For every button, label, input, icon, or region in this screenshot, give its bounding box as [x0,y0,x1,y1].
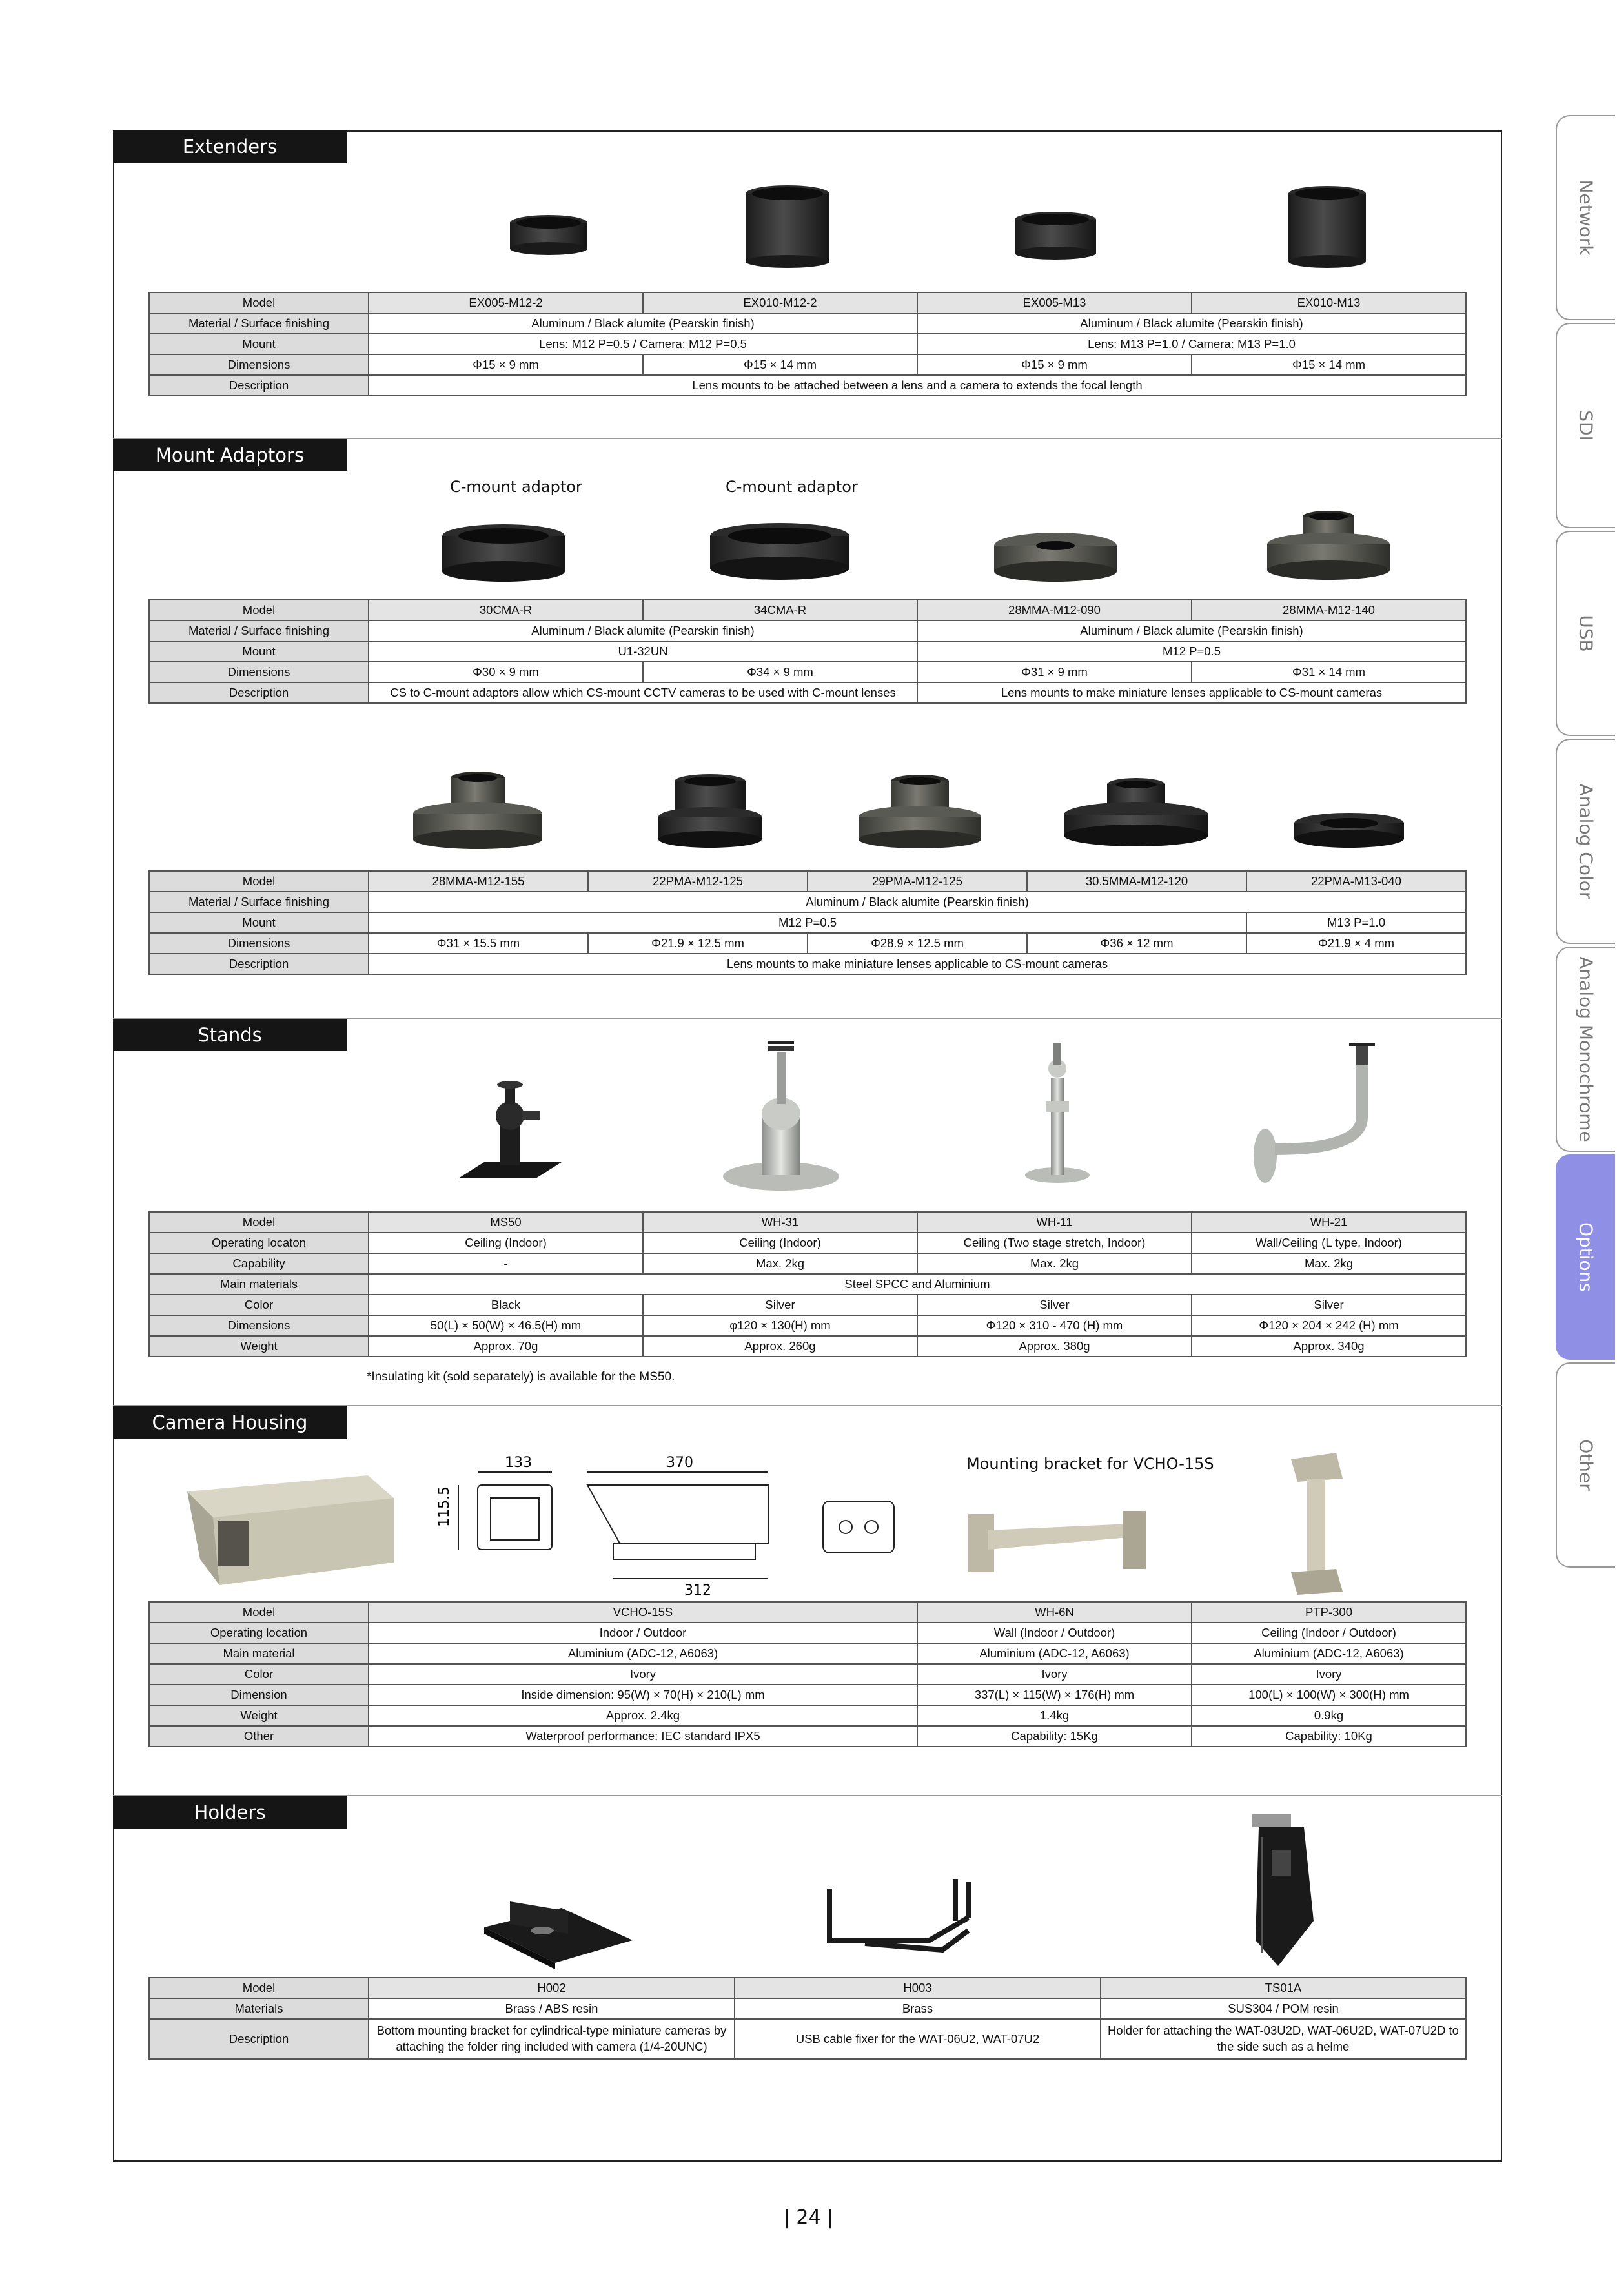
cell: Φ28.9 × 12.5 mm [808,933,1027,954]
cell: Φ120 × 310 - 470 (H) mm [917,1315,1192,1336]
row-label: Weight [149,1705,369,1726]
cell: 1.4kg [917,1705,1192,1726]
tab-label: Network [1575,179,1597,256]
housing-vcho-15s-photo [187,1475,394,1585]
cell: Wall (Indoor / Outdoor) [917,1623,1192,1643]
row-label: Model [149,871,369,892]
holder-h002 [484,1901,633,1969]
stand-product-images [420,1040,1452,1201]
mount-adaptors-spec-table-2 [148,870,1467,975]
cell: Ceiling (Indoor) [643,1233,917,1253]
adaptor-34cma-r [710,523,849,580]
row-label: Other [149,1726,369,1747]
table-row [149,1233,1466,1253]
cell: VCHO-15S [369,1602,917,1623]
table-row [149,1315,1466,1336]
tab-other[interactable] [1556,1362,1615,1568]
row-label: Capability [149,1253,369,1274]
cell: 28MMA-M12-155 [369,871,588,892]
row-label: Operating location [149,1623,369,1643]
table-row [149,871,1466,892]
cell: Silver [643,1295,917,1315]
cell: Lens: M13 P=1.0 / Camera: M13 P=1.0 [917,334,1466,354]
tab-label: Analog Monochrome [1575,956,1597,1142]
cell: Aluminum / Black alumite (Pearskin finish) [917,313,1466,334]
caption-mounting-bracket: Mounting bracket for VCHO-15S [966,1455,1214,1473]
cell: Φ30 × 9 mm [369,662,643,682]
holder-ts01a [1252,1814,1314,1966]
dim-width: 133 [505,1455,532,1471]
cell: Φ36 × 12 mm [1027,933,1246,954]
adaptor-22pma-m13-040 [1294,813,1404,848]
cell: φ120 × 130(H) mm [643,1315,917,1336]
cell: 100(L) × 100(W) × 300(H) mm [1192,1685,1466,1705]
table-row [149,292,1466,313]
cell: Φ120 × 204 × 242 (H) mm [1192,1315,1466,1336]
table-row [149,1726,1466,1747]
cell: H003 [735,1978,1101,1998]
cell: 34CMA-R [643,600,917,620]
row-label: Model [149,600,369,620]
cell: Ivory [917,1664,1192,1685]
cell: 337(L) × 115(W) × 176(H) mm [917,1685,1192,1705]
row-label: Dimensions [149,354,369,375]
table-row [149,1978,1466,1998]
table-row [149,1212,1466,1233]
cell: 0.9kg [1192,1705,1466,1726]
cell: Approx. 2.4kg [369,1705,917,1726]
adaptor-product-images-row1 [420,507,1420,591]
table-row [149,933,1466,954]
cell: Steel SPCC and Aluminium [369,1274,1466,1295]
cell: 50(L) × 50(W) × 46.5(H) mm [369,1315,643,1336]
cell: M13 P=1.0 [1246,912,1466,933]
cell: 22PMA-M12-125 [588,871,808,892]
cell: WH-31 [643,1212,917,1233]
table-row [149,334,1466,354]
cell: USB cable fixer for the WAT-06U2, WAT-07U2 [735,2019,1101,2059]
cell: Aluminum / Black alumite (Pearskin finish) [917,620,1466,641]
cell: Aluminum / Black alumite (Pearskin finish) [369,892,1466,912]
adaptor-28mma-m12-140 [1267,511,1390,580]
row-label: Dimensions [149,1315,369,1336]
row-label: Main material [149,1643,369,1664]
cell: 30CMA-R [369,600,643,620]
cell: Ceiling (Indoor) [369,1233,643,1253]
cell: Approx. 380g [917,1336,1192,1357]
row-label: Material / Surface finishing [149,313,369,334]
housing-rear-drawing [823,1501,894,1553]
table-row [149,375,1466,396]
cell: Silver [917,1295,1192,1315]
tab-sdi[interactable] [1556,323,1615,528]
cell: 29PMA-M12-125 [808,871,1027,892]
table-row [149,354,1466,375]
cell: Brass / ABS resin [369,1998,735,2019]
extender-ex010-m12-2 [746,185,829,268]
adaptor-22pma-m12-125 [658,774,762,848]
cell: Φ15 × 9 mm [369,354,643,375]
cell: M12 P=0.5 [917,641,1466,662]
row-label: Dimensions [149,933,369,954]
cell: U1-32UN [369,641,917,662]
holder-product-images [452,1811,1388,1973]
cell: Lens: M12 P=0.5 / Camera: M12 P=0.5 [369,334,917,354]
tab-options[interactable] [1556,1154,1615,1360]
row-label: Model [149,292,369,313]
row-label: Mount [149,641,369,662]
cell: Max. 2kg [917,1253,1192,1274]
cell: M12 P=0.5 [369,912,1246,933]
row-label: Color [149,1295,369,1315]
cell: Ceiling (Indoor / Outdoor) [1192,1623,1466,1643]
stand-wh-21 [1254,1043,1375,1183]
stand-ms50 [458,1081,562,1178]
cell: 30.5MMA-M12-120 [1027,871,1246,892]
table-row [149,662,1466,682]
caption-c-mount-adaptor: C-mount adaptor [450,478,582,496]
tab-network[interactable] [1556,115,1615,320]
cell: TS01A [1101,1978,1466,1998]
cell: Lens mounts to be attached between a lens and a camera to extends the focal length [369,375,1466,396]
extender-ex010-m13 [1288,186,1366,268]
section-title-mount-adaptors: Mount Adaptors [113,439,347,471]
cell: Aluminum / Black alumite (Pearskin finish) [369,620,917,641]
row-label: Operating locaton [149,1233,369,1253]
table-row [149,2019,1466,2059]
cell: Ceiling (Two stage stretch, Indoor) [917,1233,1192,1253]
table-row [149,912,1466,933]
cell: Bottom mounting bracket for cylindrical-type miniature cameras by attaching the folder ring included with camera (1/4-20UNC) [369,2019,735,2059]
cell: EX010-M12-2 [643,292,917,313]
extender-product-images [452,181,1420,284]
section-title-holders: Holders [113,1796,347,1829]
holder-h003 [829,1879,968,1950]
cell: Approx. 340g [1192,1336,1466,1357]
cell: Wall/Ceiling (L type, Indoor) [1192,1233,1466,1253]
cell: Φ31 × 15.5 mm [369,933,588,954]
table-row [149,1705,1466,1726]
table-row [149,1253,1466,1274]
table-row [149,641,1466,662]
cell: Lens mounts to make miniature lenses applicable to CS-mount cameras [369,954,1466,974]
table-row [149,1623,1466,1643]
table-row [149,954,1466,974]
extenders-spec-table [148,292,1467,396]
cell: 22PMA-M13-040 [1246,871,1466,892]
row-label: Description [149,2019,369,2059]
mount-adaptors-spec-table-1 [148,599,1467,704]
cell: Φ15 × 14 mm [1192,354,1466,375]
extender-ex005-m12-2 [510,215,587,255]
holders-spec-table [148,1977,1467,2060]
table-row [149,1336,1466,1357]
row-label: Dimension [149,1685,369,1705]
cell: Brass [735,1998,1101,2019]
stands-footnote: *Insulating kit (sold separately) is available for the MS50. [367,1370,675,1384]
dim-height: 115.5 [436,1486,453,1527]
tab-label: SDI [1575,410,1597,441]
cell: Φ15 × 9 mm [917,354,1192,375]
cell: Waterproof performance: IEC standard IPX5 [369,1726,917,1747]
cell: Lens mounts to make miniature lenses applicable to CS-mount cameras [917,682,1466,703]
cell: EX010-M13 [1192,292,1466,313]
section-title-stands: Stands [113,1019,347,1051]
row-label: Model [149,1212,369,1233]
row-label: Dimensions [149,662,369,682]
row-label: Description [149,682,369,703]
section-title-camera-housing: Camera Housing [113,1406,347,1439]
row-label: Materials [149,1998,369,2019]
adaptor-28mma-m12-155 [413,772,542,849]
page-number: | 24 | [783,2206,834,2229]
cell: - [369,1253,643,1274]
cell: Approx. 260g [643,1336,917,1357]
row-label: Model [149,1978,369,1998]
dim-length: 370 [666,1455,693,1471]
table-row [149,600,1466,620]
caption-c-mount-adaptor: C-mount adaptor [726,478,858,496]
cell: H002 [369,1978,735,1998]
table-row [149,620,1466,641]
row-label: Material / Surface finishing [149,892,369,912]
cell: Φ21.9 × 12.5 mm [588,933,808,954]
tab-analog-monochrome[interactable] [1556,947,1615,1152]
camera-housing-spec-table [148,1601,1467,1747]
adaptor-29pma-m12-125 [859,775,981,848]
bracket-ptp-300-photo [1291,1453,1343,1595]
stand-wh-11 [1025,1043,1090,1183]
cell: MS50 [369,1212,643,1233]
bracket-wh-6n-photo [968,1511,1146,1572]
extender-ex005-m13 [1015,212,1096,260]
stand-wh-31 [723,1043,839,1191]
cell: Φ15 × 14 mm [643,354,917,375]
camera-housing-images [174,1446,1401,1601]
cell: Indoor / Outdoor [369,1623,917,1643]
adaptor-28mma-m12-090 [994,533,1117,582]
tab-label: USB [1575,615,1597,652]
dim-inner-length: 312 [684,1583,711,1599]
cell: Approx. 70g [369,1336,643,1357]
row-label: Mount [149,912,369,933]
row-label: Model [149,1602,369,1623]
table-row [149,1685,1466,1705]
cell: Aluminum / Black alumite (Pearskin finish) [369,313,917,334]
table-row [149,1998,1466,2019]
cell: Φ31 × 9 mm [917,662,1192,682]
table-row [149,313,1466,334]
housing-front-drawing [458,1472,552,1550]
table-row [149,1602,1466,1623]
row-label: Description [149,954,369,974]
row-label: Weight [149,1336,369,1357]
cell: Ivory [369,1664,917,1685]
cell: 28MMA-M12-140 [1192,600,1466,620]
cell: PTP-300 [1192,1602,1466,1623]
cell: CS to C-mount adaptors allow which CS-mount CCTV cameras to be used with C-mount lenses [369,682,917,703]
cell: Black [369,1295,643,1315]
cell: Max. 2kg [1192,1253,1466,1274]
table-row [149,1643,1466,1664]
cell: WH-6N [917,1602,1192,1623]
stands-spec-table [148,1211,1467,1357]
cell: Φ21.9 × 4 mm [1246,933,1466,954]
cell: Ivory [1192,1664,1466,1685]
table-row [149,892,1466,912]
row-label: Mount [149,334,369,354]
table-row [149,682,1466,703]
tab-label: Other [1575,1439,1597,1491]
cell: Aluminium (ADC-12, A6063) [1192,1643,1466,1664]
row-label: Main materials [149,1274,369,1295]
cell: EX005-M13 [917,292,1192,313]
cell: Capability: 15Kg [917,1726,1192,1747]
cell: EX005-M12-2 [369,292,643,313]
adaptor-30-5mma-m12-120 [1064,778,1208,846]
cell: Φ34 × 9 mm [643,662,917,682]
tab-usb[interactable] [1556,531,1615,736]
tab-label: Analog Color [1575,783,1597,899]
row-label: Color [149,1664,369,1685]
cell: Φ31 × 14 mm [1192,662,1466,682]
cell: SUS304 / POM resin [1101,1998,1466,2019]
table-row [149,1274,1466,1295]
cell: 28MMA-M12-090 [917,600,1192,620]
cell: Silver [1192,1295,1466,1315]
tab-analog-color[interactable] [1556,739,1615,944]
cell: Inside dimension: 95(W) × 70(H) × 210(L) mm [369,1685,917,1705]
table-row [149,1295,1466,1315]
housing-side-drawing [587,1472,768,1579]
row-label: Description [149,375,369,396]
adaptor-product-images-row2 [387,762,1420,859]
cell: Aluminium (ADC-12, A6063) [369,1643,917,1664]
row-label: Material / Surface finishing [149,620,369,641]
cell: Max. 2kg [643,1253,917,1274]
section-title-extenders: Extenders [113,130,347,163]
table-row [149,1664,1466,1685]
cell: WH-21 [1192,1212,1466,1233]
adaptor-30cma-r [442,524,565,582]
cell: WH-11 [917,1212,1192,1233]
cell: Holder for attaching the WAT-03U2D, WAT-06U2D, WAT-07U2D to the side such as a helme [1101,2019,1466,2059]
cell: Aluminium (ADC-12, A6063) [917,1643,1192,1664]
cell: Capability: 10Kg [1192,1726,1466,1747]
tab-label: Options [1575,1222,1597,1293]
